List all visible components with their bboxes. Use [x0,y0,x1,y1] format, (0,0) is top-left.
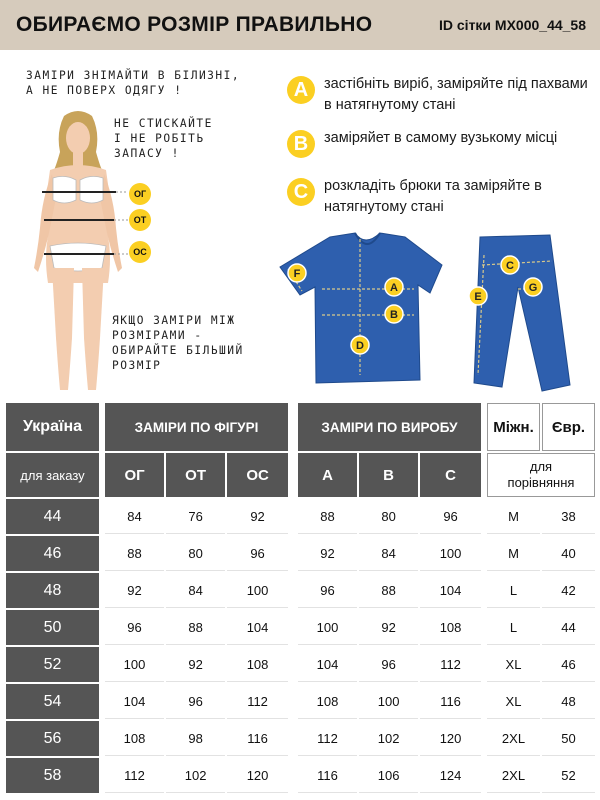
product-value-cell: 108 [420,610,481,645]
garment-marker-f [288,264,306,282]
figure-value-cell: 88 [105,536,164,571]
table-row [105,573,288,608]
product-value-cell: 108 [298,684,357,719]
intl-header: Міжн. [487,403,540,451]
product-value-cell: 100 [359,684,418,719]
table-row [105,647,288,682]
product-value-cell: 124 [420,758,481,793]
table-row [487,721,595,756]
svg-text:B: B [390,309,398,321]
step-b-text: заміряйет в самому вузькому місці [324,130,558,146]
ukraine-size-cell: 50 [6,610,99,645]
scrubs-icon [270,225,600,400]
table-row [105,684,288,719]
figure-value-cell: 98 [166,721,225,756]
ukraine-size-cell: 58 [6,758,99,793]
figure-value-cell: 116 [227,721,288,756]
product-value-cell: 92 [298,536,357,571]
figure-value-cell: 76 [166,499,225,534]
size-table-product [296,401,483,795]
figure-value-cell: 96 [227,536,288,571]
figure-value-cell: 92 [227,499,288,534]
size-table-ukraine [4,401,101,795]
figure-value-cell: 84 [105,499,164,534]
eu-size-cell: 50 [542,721,595,756]
table-row [298,647,481,682]
header-bar [0,0,600,50]
figure-value-cell: 100 [227,573,288,608]
eu-size-cell: 48 [542,684,595,719]
table-row [6,758,99,793]
note-no-squeeze: НЕ СТИСКАЙТЕ І НЕ РОБІТЬ ЗАПАСУ ! [114,117,213,160]
figure-value-cell: 84 [166,573,225,608]
figure-value-cell: 104 [105,684,164,719]
svg-text:F: F [293,268,301,280]
table-row [487,684,595,719]
ukraine-size-cell: 54 [6,684,99,719]
table-row [298,499,481,534]
eu-header: Євр. [542,403,595,451]
eu-size-cell: 44 [542,610,595,645]
table-row [6,499,99,534]
figure-col-hips: ОС [227,453,288,497]
ukraine-size-cell: 44 [6,499,99,534]
size-table-figure [103,401,290,795]
product-value-cell: 100 [420,536,481,571]
grid-id: ID сітки MX000_44_58 [439,17,586,33]
intl-size-cell: M [487,536,540,571]
figure-value-cell: 96 [105,610,164,645]
product-col-b: B [359,453,418,497]
table-row [487,758,595,793]
table-row [105,758,288,793]
table-row [6,684,99,719]
figure-value-cell: 102 [166,758,225,793]
step-c [287,176,589,218]
intl-size-cell: L [487,573,540,608]
figure-value-cell: 92 [105,573,164,608]
svg-text:G: G [528,282,538,294]
product-value-cell: 96 [298,573,357,608]
table-row [298,536,481,571]
product-value-cell: 100 [298,610,357,645]
product-value-cell: 112 [420,647,481,682]
eu-size-cell: 52 [542,758,595,793]
garment-marker-e [469,287,487,305]
figure-value-cell: 92 [166,647,225,682]
step-badge-a: A [287,76,315,104]
table-row [6,647,99,682]
product-value-cell: 92 [359,610,418,645]
figure-value-cell: 108 [105,721,164,756]
figure-value-cell: 112 [105,758,164,793]
table-row [105,536,288,571]
figure-value-cell: 104 [227,610,288,645]
product-col-c: C [420,453,481,497]
table-row [105,610,288,645]
figure-value-cell: 100 [105,647,164,682]
product-value-cell: 96 [420,499,481,534]
table-row [487,536,595,571]
step-badge-c: C [287,178,315,206]
figure-col-chest: ОГ [105,453,164,497]
step-badge-b: B [287,130,315,158]
table-row [487,573,595,608]
body-figure-illustration [28,108,128,398]
table-row [298,721,481,756]
garment-marker-g [524,278,542,296]
table-row [6,573,99,608]
eu-size-cell: 40 [542,536,595,571]
table-row [6,536,99,571]
table-row [105,721,288,756]
product-value-cell: 88 [298,499,357,534]
intl-size-cell: 2XL [487,721,540,756]
garment-marker-c [501,256,519,274]
body-figure-icon [28,108,128,398]
garment-marker-a [385,278,403,296]
eu-size-cell: 42 [542,573,595,608]
figure-col-waist: ОТ [166,453,225,497]
compare-subheader: для порівняння [487,453,595,497]
page-title: ОБИРАЄМО РОЗМІР ПРАВИЛЬНО [16,13,373,36]
intl-size-cell: XL [487,647,540,682]
marker-waist: ОТ [129,209,151,231]
svg-text:C: C [506,260,514,272]
table-row [298,758,481,793]
ukraine-header: Україна [6,403,99,451]
table-row [6,610,99,645]
note-between-sizes: ЯКЩО ЗАМІРИ МІЖ РОЗМІРАМИ - ОБИРАЙТЕ БІЛЬШИЙ РОЗМІР [112,314,244,372]
product-value-cell: 116 [298,758,357,793]
product-value-cell: 84 [359,536,418,571]
product-value-cell: 102 [359,721,418,756]
table-row [487,610,595,645]
table-row [298,610,481,645]
intl-size-cell: L [487,610,540,645]
product-value-cell: 96 [359,647,418,682]
step-a [287,74,589,116]
table-row [298,684,481,719]
figure-value-cell: 120 [227,758,288,793]
product-value-cell: 106 [359,758,418,793]
table-row [487,647,595,682]
garment-marker-b [385,305,403,323]
ukraine-size-cell: 52 [6,647,99,682]
figure-value-cell: 112 [227,684,288,719]
svg-text:A: A [390,282,398,294]
marker-hips: ОС [129,241,151,263]
eu-size-cell: 38 [542,499,595,534]
product-col-a: A [298,453,357,497]
ukraine-size-cell: 56 [6,721,99,756]
product-value-cell: 112 [298,721,357,756]
figure-value-cell: 80 [166,536,225,571]
step-a-text: застібніть виріб, заміряйте під пахвами в натягнутому стані [324,76,588,113]
table-row [298,573,481,608]
table-row [105,499,288,534]
table-row [6,721,99,756]
svg-text:D: D [356,340,364,352]
intl-size-cell: M [487,499,540,534]
intl-size-cell: 2XL [487,758,540,793]
note-underwear: ЗАМІРИ ЗНІМАЙТИ В БІЛИЗНІ, А НЕ ПОВЕРХ ОДЯГУ ! [26,69,241,97]
product-value-cell: 80 [359,499,418,534]
intl-size-cell: XL [487,684,540,719]
figure-header: ЗАМІРИ ПО ФІГУРІ [105,403,288,451]
product-value-cell: 104 [420,573,481,608]
ukraine-subheader: для заказу [6,453,99,497]
product-value-cell: 104 [298,647,357,682]
product-value-cell: 88 [359,573,418,608]
product-value-cell: 120 [420,721,481,756]
product-value-cell: 116 [420,684,481,719]
eu-size-cell: 46 [542,647,595,682]
figure-value-cell: 88 [166,610,225,645]
size-table-compare [485,401,597,795]
garment-illustration [270,225,600,400]
table-row [487,499,595,534]
ukraine-size-cell: 48 [6,573,99,608]
product-header: ЗАМІРИ ПО ВИРОБУ [298,403,481,451]
svg-text:E: E [474,291,482,303]
marker-chest: ОГ [129,183,151,205]
step-b [287,128,599,158]
step-c-text: розкладіть брюки та заміряйте в натягнутому стані [324,178,542,215]
figure-value-cell: 108 [227,647,288,682]
figure-value-cell: 96 [166,684,225,719]
garment-marker-d [351,336,369,354]
ukraine-size-cell: 46 [6,536,99,571]
